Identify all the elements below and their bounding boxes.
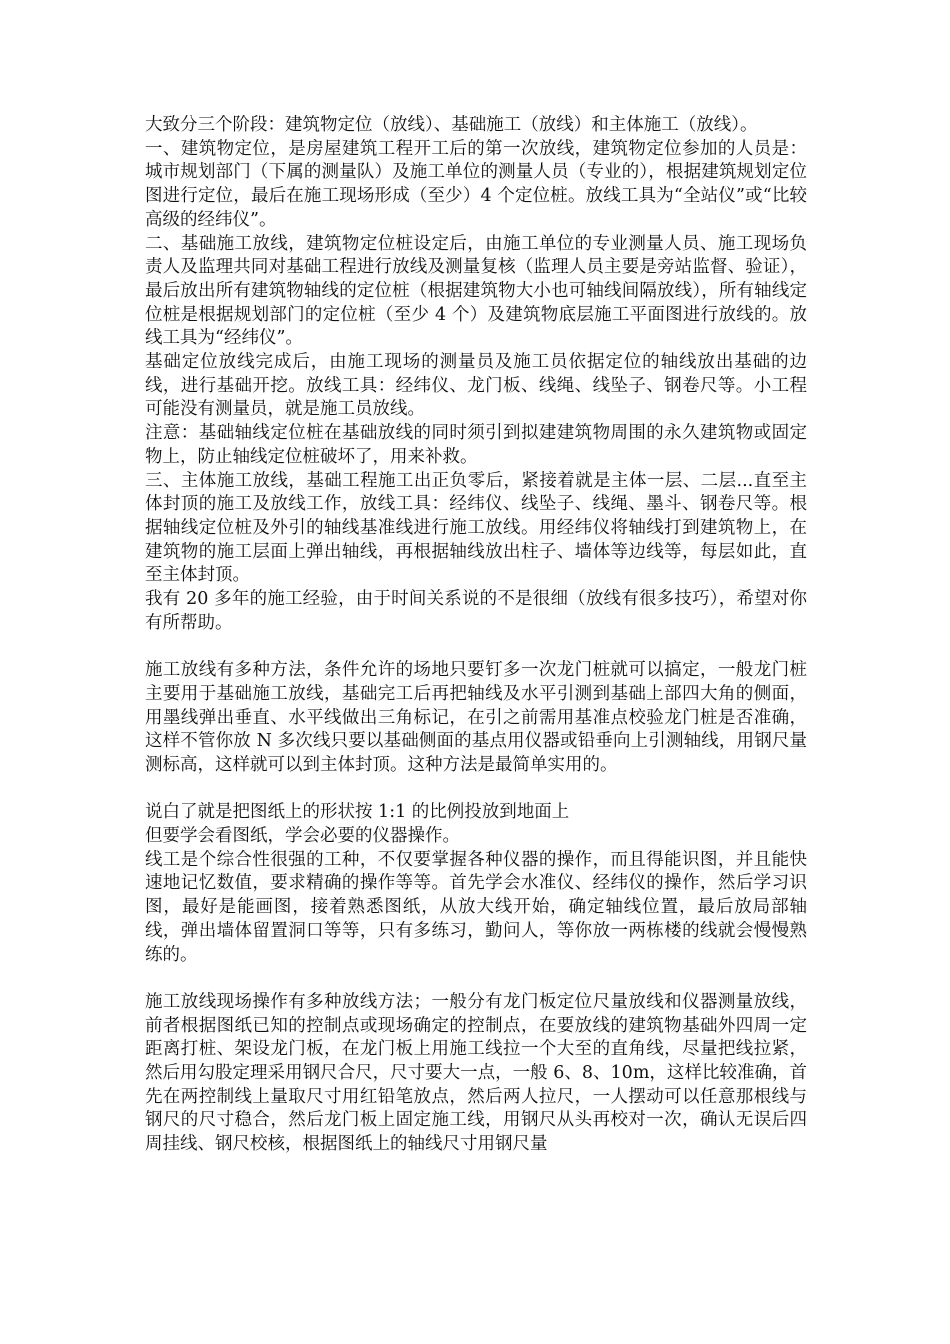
paragraph: 基础定位放线完成后，由施工现场的测量员及施工员依据定位的轴线放出基础的边线，进行基础开挖。放线工具：经纬仪、龙门板、线绳、线坠子、钢卷尺等。小工程可能没有测量员，就是施工员放线。 [145, 352, 807, 420]
paragraph: 施工放线现场操作有多种放线方法；一般分有龙门板定位尺量放线和仪器测量放线，前者根据图纸已知的控制点或现场确定的控制点，在要放线的建筑物基础外四周一定距离打桩、架设龙门板，在龙门板上用施工线拉一个大至的直角线，尽量把线拉紧，然后用勾股定理采用钢尺合尺，尺寸要大一点，一般 6、8、10m，这样比较准确，首先在两控制线上量取尺寸用红铅笔放点，然后两人拉尺，一人摆动可以任意那根线与钢尺的尺寸稳合，然后龙门板上固定施工线，用钢尺从头再校对一次，确认无误后四周挂线、钢尺校核，根据图纸上的轴线尺寸用钢尺量 [145, 991, 807, 1155]
paragraph: 线工是个综合性很强的工种，不仅要掌握各种仪器的操作，而且得能识图，并且能快速地记忆数值，要求精确的操作等等。首先学会水准仪、经纬仪的操作，然后学习识图，最好是能画图，接着熟悉图纸，从放大线开始，确定轴线位置，最后放局部轴线，弹出墙体留置洞口等等，只有多练习，勤问人，等你放一两栋楼的线就会慢慢熟练的。 [145, 849, 807, 965]
paragraph: 但要学会看图纸，学会必要的仪器操作。 [145, 826, 460, 847]
paragraph: 说白了就是把图纸上的形状按 1:1 的比例投放到地面上 [145, 802, 570, 823]
paragraph: 一、建筑物定位，是房屋建筑工程开工后的第一次放线，建筑物定位参加的人员是：城市规划部门（下属的测量队）及施工单位的测量人员（专业的），根据建筑规划定位图进行定位，最后在施工现场形成（至少）4 个定位桩。放线工具为“全站仪”或“比较高级的经纬仪”。 [145, 138, 807, 230]
paragraph-gap [145, 967, 807, 991]
paragraph: 二、基础施工放线，建筑物定位桩设定后，由施工单位的专业测量人员、施工现场负责人及监理共同对基础工程进行放线及测量复核（监理人员主要是旁站监督、验证），最后放出所有建筑物轴线的定位桩（根据建筑物大小也可轴线间隔放线），所有轴线定位桩是根据规划部门的定位桩（至少 4 个）及建筑物底层施工平面图进行放线的。放线工具为“经纬仪”。 [145, 233, 807, 349]
paragraph: 注意：基础轴线定位桩在基础放线的同时须引到拟建建筑物周围的永久建筑物或固定物上，防止轴线定位桩破坏了，用来补救。 [145, 423, 807, 467]
document-body [145, 114, 807, 1157]
paragraph: 施工放线有多种方法，条件允许的场地只要钉多一次龙门桩就可以搞定，一般龙门桩主要用于基础施工放线，基础完工后再把轴线及水平引测到基础上部四大角的侧面，用墨线弹出垂直、水平线做出三角标记，在引之前需用基准点校验龙门桩是否准确，这样不管你放 N 多次线只要以基础侧面的基点用仪器或铅垂向上引测轴线，用钢尺量测标高，这样就可以到主体封顶。这种方法是最简单实用的。 [145, 660, 807, 775]
paragraph-gap [145, 778, 807, 802]
paragraph: 我有 20 多年的施工经验，由于时间关系说的不是很细（放线有很多技巧），希望对你有所帮助。 [145, 589, 807, 633]
paragraph: 三、主体施工放线，基础工程施工出正负零后，紧接着就是主体一层、二层...直至主体封顶的施工及放线工作，放线工具：经纬仪、线坠子、线绳、墨斗、钢卷尺等。根据轴线定位桩及外引的轴线基准线进行施工放线。用经纬仪将轴线打到建筑物上，在建筑物的施工层面上弹出轴线，再根据轴线放出柱子、墙体等边线等，每层如此，直至主体封顶。 [145, 470, 807, 586]
paragraph: 大致分三个阶段：建筑物定位（放线）、基础施工（放线）和主体施工（放线）。 [145, 115, 758, 135]
paragraph-gap [145, 635, 807, 659]
